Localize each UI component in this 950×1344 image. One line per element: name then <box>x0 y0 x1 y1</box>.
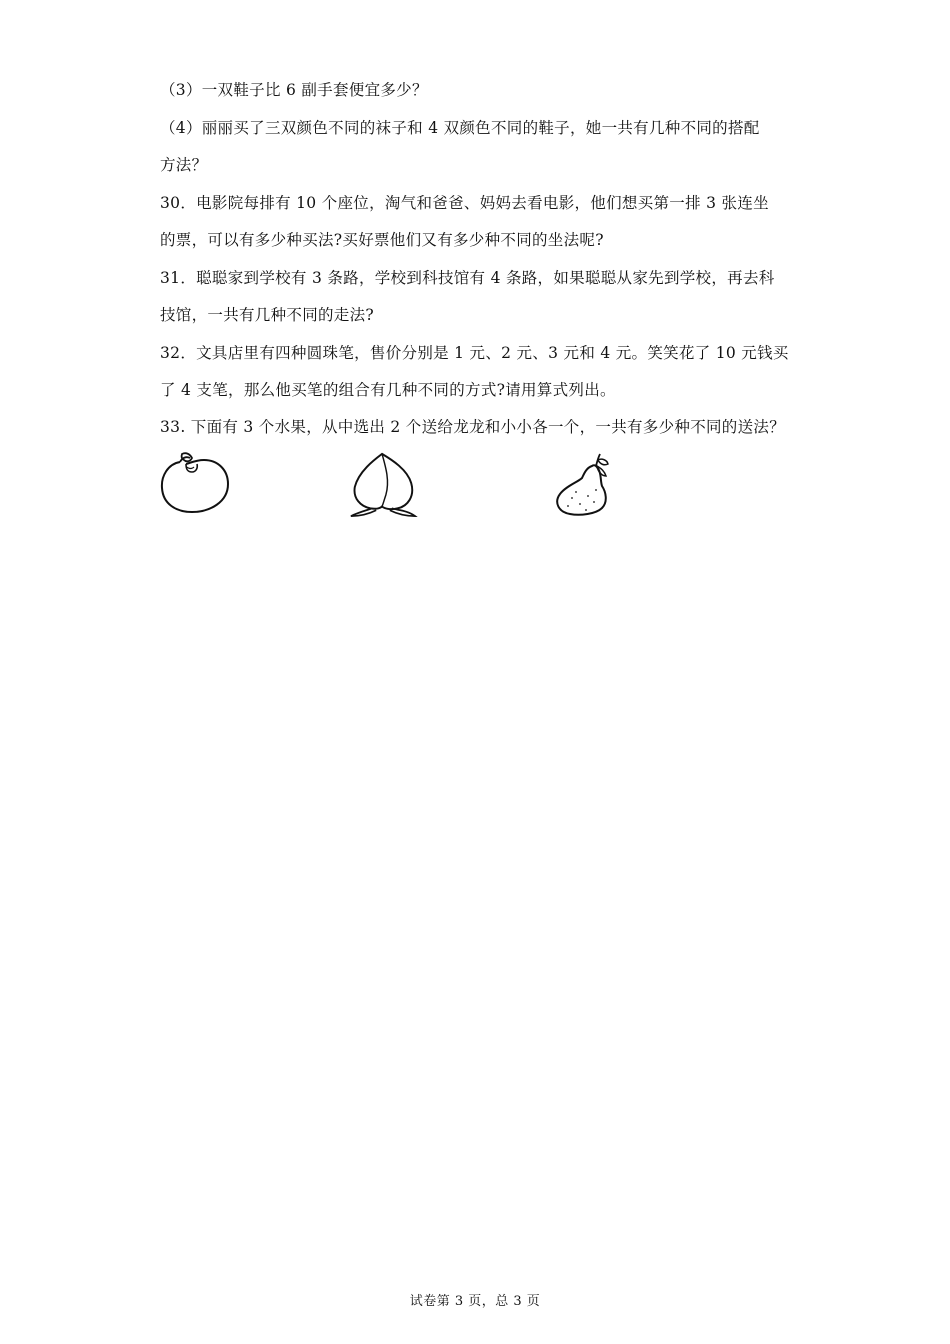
apple-icon <box>158 450 232 520</box>
question-29-part-4-line-2: 方法？ <box>160 156 208 174</box>
peach-icon <box>346 450 420 520</box>
question-33-line-1: 33. 下面有 3 个水果，从中选出 2 个送给龙龙和小小各一个，一共有多少种不同的送法？ <box>160 418 786 436</box>
question-29-part-4-line-1: （4）丽丽买了三双颜色不同的袜子和 4 双颜色不同的鞋子，她一共有几种不同的搭配 <box>160 119 760 137</box>
question-29-part-3: （3）一双鞋子比 6 副手套便宜多少？ <box>160 81 428 99</box>
question-30-line-2: 的票，可以有多少种买法?买好票他们又有多少种不同的坐法呢? <box>160 231 604 249</box>
question-32-line-1: 32．文具店里有四种圆珠笔，售价分别是 1 元、2 元、3 元和 4 元。笑笑花了 10 元钱买 <box>160 344 789 362</box>
page-footer: 试卷第 3 页，总 3 页 <box>409 1294 541 1309</box>
question-31-line-1: 31．聪聪家到学校有 3 条路，学校到科技馆有 4 条路，如果聪聪从家先到学校，再去科 <box>160 269 775 287</box>
question-31-line-2: 技馆，一共有几种不同的走法? <box>160 306 375 324</box>
question-30-line-1: 30．电影院每排有 10 个座位，淘气和爸爸、妈妈去看电影，他们想买第一排 3 张连坐 <box>160 194 769 212</box>
pear-icon <box>552 450 616 520</box>
question-32-line-2: 了 4 支笔，那么他买笔的组合有几种不同的方式?请用算式列出。 <box>160 381 616 399</box>
